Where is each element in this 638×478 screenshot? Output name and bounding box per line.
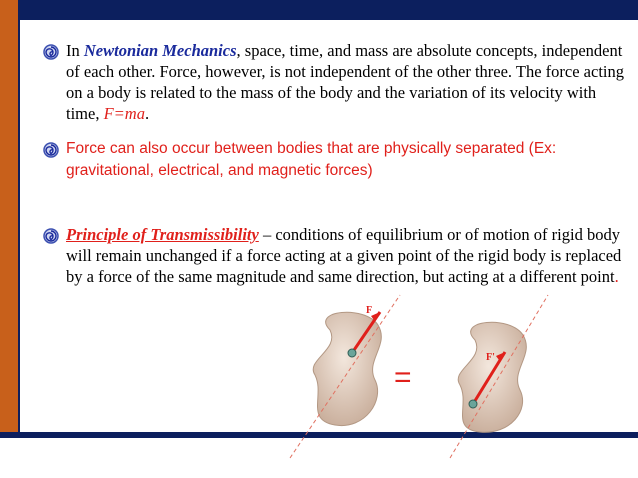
bullet1-end: . [144, 104, 150, 123]
left-application-point [348, 349, 356, 357]
bullet-newtonian [66, 40, 626, 124]
bullet-separated-forces: Force can also occur between bodies that are physically separated (Ex: gravitational, electrical, and magnetic forces) [66, 140, 557, 179]
formula-fma: F=ma [103, 104, 145, 123]
swirl-bullet-icon [42, 227, 60, 245]
equals-sign: = [394, 361, 412, 394]
swirl-bullet-icon [42, 141, 60, 159]
force-label-right: F' [486, 352, 495, 363]
swirl-bullet-icon [42, 43, 60, 61]
bullet3-body: – conditions of equilibrium or of motion of rigid body will remain unchanged if a force acting at a given point of the rigid body is replaced by a force of the same magnitude and same direction, but acting at a different point [66, 225, 622, 286]
right-application-point [469, 400, 477, 408]
right-rigid-body [458, 322, 526, 432]
newtonian-mechanics-term: Newtonian Mechanics [83, 41, 237, 60]
left-bar-edge [18, 20, 20, 438]
force-label-left: F [366, 305, 373, 316]
transmissibility-figure [270, 290, 570, 460]
transmissibility-term: Principle of Transmissibility [66, 225, 259, 244]
top-banner [0, 0, 638, 20]
bullet1-pre: In [66, 41, 84, 60]
left-accent-bar [0, 0, 18, 438]
bullet1-body: , space, time, and mass are absolute concepts, independent of each other. Force, however, is not independent of the other three. The force acting on a body is related to the mass of the body and the variation of its velocity with time [66, 41, 624, 123]
bullet-transmissibility [66, 224, 626, 287]
bullet3-end: . [614, 267, 619, 286]
bullet1-sep: , [95, 104, 104, 123]
